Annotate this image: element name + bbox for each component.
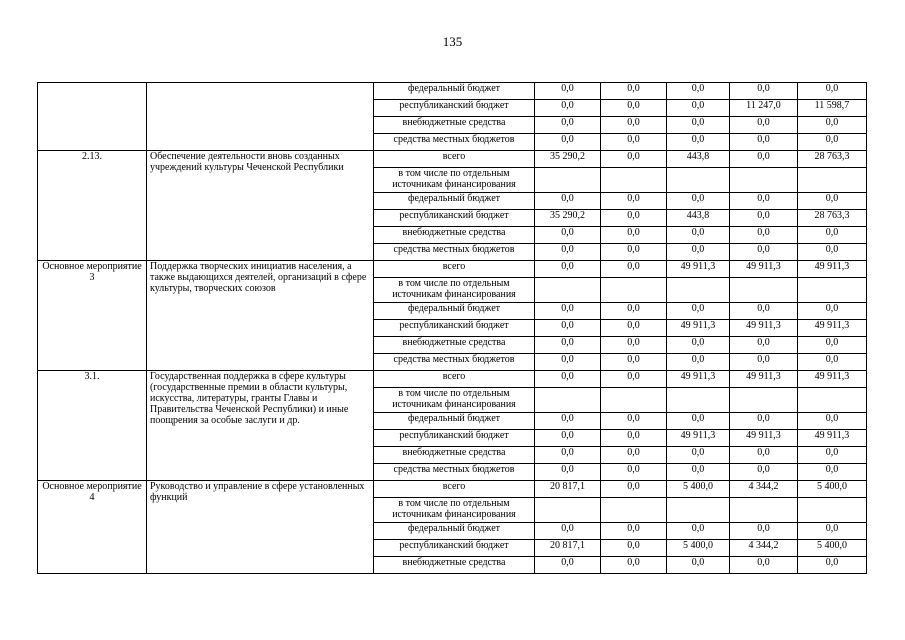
funding-source: в том числе по отдельным источникам финансирования (374, 168, 535, 193)
amount-cell: 0,0 (601, 371, 667, 388)
amount-cell: 0,0 (601, 337, 667, 354)
amount-cell: 0,0 (535, 354, 601, 371)
amount-cell: 49 911,3 (730, 430, 798, 447)
funding-source: республиканский бюджет (374, 540, 535, 557)
amount-cell (798, 168, 867, 193)
amount-cell: 0,0 (667, 83, 730, 100)
amount-cell: 0,0 (535, 320, 601, 337)
amount-cell: 0,0 (667, 134, 730, 151)
amount-cell: 0,0 (601, 100, 667, 117)
amount-cell (667, 168, 730, 193)
budget-table (37, 82, 867, 574)
amount-cell: 35 290,2 (535, 151, 601, 168)
table-row (38, 481, 867, 498)
amount-cell: 5 400,0 (798, 481, 867, 498)
amount-cell (730, 388, 798, 413)
amount-cell (601, 168, 667, 193)
amount-cell: 28 763,3 (798, 210, 867, 227)
funding-source: внебюджетные средства (374, 227, 535, 244)
amount-cell (730, 168, 798, 193)
funding-source: республиканский бюджет (374, 320, 535, 337)
item-number (38, 83, 147, 151)
amount-cell: 0,0 (535, 244, 601, 261)
amount-cell: 0,0 (601, 227, 667, 244)
amount-cell: 0,0 (667, 557, 730, 574)
funding-source: всего (374, 151, 535, 168)
item-name (147, 83, 374, 151)
funding-source: средства местных бюджетов (374, 354, 535, 371)
amount-cell: 49 911,3 (667, 430, 730, 447)
amount-cell: 0,0 (730, 523, 798, 540)
amount-cell: 4 344,2 (730, 540, 798, 557)
amount-cell: 0,0 (601, 464, 667, 481)
amount-cell: 49 911,3 (798, 371, 867, 388)
amount-cell: 0,0 (601, 210, 667, 227)
item-name: Поддержка творческих инициатив населения, а также выдающихся деятелей, организаций в сфере культуры, творческих союзов (147, 261, 374, 371)
amount-cell: 0,0 (798, 464, 867, 481)
amount-cell: 0,0 (601, 557, 667, 574)
amount-cell: 443,8 (667, 210, 730, 227)
amount-cell: 5 400,0 (798, 540, 867, 557)
amount-cell: 0,0 (601, 320, 667, 337)
amount-cell: 0,0 (601, 193, 667, 210)
amount-cell: 0,0 (730, 337, 798, 354)
amount-cell: 5 400,0 (667, 481, 730, 498)
funding-source: федеральный бюджет (374, 193, 535, 210)
amount-cell: 0,0 (798, 83, 867, 100)
amount-cell: 0,0 (535, 83, 601, 100)
amount-cell: 0,0 (798, 354, 867, 371)
table-row (38, 83, 867, 100)
amount-cell (667, 388, 730, 413)
amount-cell (535, 168, 601, 193)
amount-cell: 49 911,3 (798, 320, 867, 337)
amount-cell: 0,0 (601, 447, 667, 464)
amount-cell: 5 400,0 (667, 540, 730, 557)
amount-cell (798, 278, 867, 303)
amount-cell (667, 498, 730, 523)
amount-cell: 4 344,2 (730, 481, 798, 498)
funding-source: внебюджетные средства (374, 557, 535, 574)
amount-cell: 0,0 (798, 193, 867, 210)
amount-cell: 0,0 (601, 481, 667, 498)
amount-cell: 0,0 (601, 134, 667, 151)
item-name: Обеспечение деятельности вновь созданных учреждений культуры Чеченской Республики (147, 151, 374, 261)
amount-cell: 0,0 (667, 413, 730, 430)
amount-cell: 0,0 (730, 151, 798, 168)
amount-cell: 49 911,3 (798, 261, 867, 278)
funding-source: в том числе по отдельным источникам финансирования (374, 388, 535, 413)
amount-cell: 0,0 (730, 464, 798, 481)
amount-cell: 0,0 (601, 244, 667, 261)
amount-cell: 0,0 (667, 447, 730, 464)
amount-cell: 0,0 (601, 523, 667, 540)
page-number: 135 (442, 34, 463, 49)
amount-cell: 0,0 (730, 117, 798, 134)
amount-cell: 0,0 (601, 151, 667, 168)
amount-cell (601, 278, 667, 303)
funding-source: республиканский бюджет (374, 100, 535, 117)
amount-cell: 0,0 (601, 354, 667, 371)
amount-cell: 0,0 (667, 100, 730, 117)
amount-cell: 0,0 (798, 557, 867, 574)
amount-cell: 0,0 (730, 227, 798, 244)
amount-cell: 443,8 (667, 151, 730, 168)
amount-cell: 0,0 (667, 227, 730, 244)
amount-cell: 0,0 (535, 447, 601, 464)
amount-cell: 49 911,3 (730, 371, 798, 388)
amount-cell (535, 278, 601, 303)
amount-cell: 0,0 (535, 100, 601, 117)
funding-source: республиканский бюджет (374, 210, 535, 227)
amount-cell: 0,0 (601, 261, 667, 278)
amount-cell: 0,0 (730, 413, 798, 430)
amount-cell: 20 817,1 (535, 540, 601, 557)
amount-cell: 0,0 (601, 303, 667, 320)
funding-source: всего (374, 481, 535, 498)
amount-cell: 0,0 (730, 447, 798, 464)
amount-cell: 0,0 (535, 337, 601, 354)
amount-cell: 49 911,3 (730, 261, 798, 278)
funding-source: средства местных бюджетов (374, 134, 535, 151)
amount-cell: 0,0 (798, 134, 867, 151)
amount-cell (730, 498, 798, 523)
amount-cell: 0,0 (667, 193, 730, 210)
amount-cell: 0,0 (535, 261, 601, 278)
amount-cell (730, 278, 798, 303)
table-row (38, 151, 867, 168)
amount-cell: 0,0 (667, 523, 730, 540)
amount-cell: 0,0 (730, 354, 798, 371)
amount-cell: 28 763,3 (798, 151, 867, 168)
funding-source: федеральный бюджет (374, 303, 535, 320)
funding-source: внебюджетные средства (374, 117, 535, 134)
amount-cell: 0,0 (601, 83, 667, 100)
funding-source: в том числе по отдельным источникам финансирования (374, 278, 535, 303)
amount-cell: 0,0 (730, 134, 798, 151)
funding-source: республиканский бюджет (374, 430, 535, 447)
amount-cell: 0,0 (535, 371, 601, 388)
funding-source: в том числе по отдельным источникам финансирования (374, 498, 535, 523)
amount-cell: 0,0 (667, 354, 730, 371)
funding-source: федеральный бюджет (374, 83, 535, 100)
item-number: Основное мероприятие 3 (38, 261, 147, 371)
amount-cell (535, 388, 601, 413)
amount-cell: 0,0 (535, 464, 601, 481)
amount-cell: 0,0 (535, 523, 601, 540)
amount-cell: 0,0 (667, 117, 730, 134)
table-row (38, 261, 867, 278)
amount-cell: 0,0 (535, 134, 601, 151)
amount-cell: 0,0 (535, 117, 601, 134)
amount-cell: 49 911,3 (667, 261, 730, 278)
amount-cell: 0,0 (798, 227, 867, 244)
amount-cell: 0,0 (601, 540, 667, 557)
amount-cell: 49 911,3 (730, 320, 798, 337)
amount-cell: 0,0 (730, 557, 798, 574)
amount-cell: 0,0 (798, 413, 867, 430)
item-name: Государственная поддержка в сфере культуры (государственные премии в области культуры, искусства, литературы, гранты Главы и Правительства Чеченской Республики) и иные поощрения за особые заслуги и др. (147, 371, 374, 481)
table-row (38, 371, 867, 388)
amount-cell: 0,0 (535, 303, 601, 320)
amount-cell: 0,0 (601, 413, 667, 430)
funding-source: всего (374, 261, 535, 278)
funding-source: федеральный бюджет (374, 413, 535, 430)
amount-cell: 49 911,3 (667, 320, 730, 337)
amount-cell: 35 290,2 (535, 210, 601, 227)
amount-cell: 0,0 (535, 227, 601, 244)
amount-cell: 0,0 (798, 117, 867, 134)
amount-cell: 0,0 (667, 303, 730, 320)
funding-source: средства местных бюджетов (374, 244, 535, 261)
amount-cell: 0,0 (798, 244, 867, 261)
amount-cell: 0,0 (798, 303, 867, 320)
amount-cell: 0,0 (535, 430, 601, 447)
amount-cell: 0,0 (798, 447, 867, 464)
item-number: 3.1. (38, 371, 147, 481)
amount-cell (601, 388, 667, 413)
amount-cell (798, 498, 867, 523)
amount-cell: 0,0 (535, 193, 601, 210)
item-name: Руководство и управление в сфере установленных функций (147, 481, 374, 574)
amount-cell: 0,0 (730, 210, 798, 227)
amount-cell: 0,0 (730, 244, 798, 261)
amount-cell (535, 498, 601, 523)
amount-cell: 49 911,3 (798, 430, 867, 447)
amount-cell: 0,0 (667, 244, 730, 261)
funding-source: средства местных бюджетов (374, 464, 535, 481)
amount-cell: 0,0 (601, 117, 667, 134)
amount-cell: 11 247,0 (730, 100, 798, 117)
amount-cell: 0,0 (730, 83, 798, 100)
funding-source: внебюджетные средства (374, 337, 535, 354)
amount-cell: 0,0 (535, 413, 601, 430)
amount-cell (601, 498, 667, 523)
amount-cell: 0,0 (798, 337, 867, 354)
funding-source: всего (374, 371, 535, 388)
amount-cell: 0,0 (798, 523, 867, 540)
funding-source: федеральный бюджет (374, 523, 535, 540)
amount-cell (667, 278, 730, 303)
amount-cell: 20 817,1 (535, 481, 601, 498)
item-number: 2.13. (38, 151, 147, 261)
amount-cell (798, 388, 867, 413)
item-number: Основное мероприятие 4 (38, 481, 147, 574)
amount-cell: 49 911,3 (667, 371, 730, 388)
amount-cell: 0,0 (601, 430, 667, 447)
funding-source: внебюджетные средства (374, 447, 535, 464)
amount-cell: 11 598,7 (798, 100, 867, 117)
amount-cell: 0,0 (667, 337, 730, 354)
amount-cell: 0,0 (730, 303, 798, 320)
amount-cell: 0,0 (667, 464, 730, 481)
amount-cell: 0,0 (730, 193, 798, 210)
amount-cell: 0,0 (535, 557, 601, 574)
